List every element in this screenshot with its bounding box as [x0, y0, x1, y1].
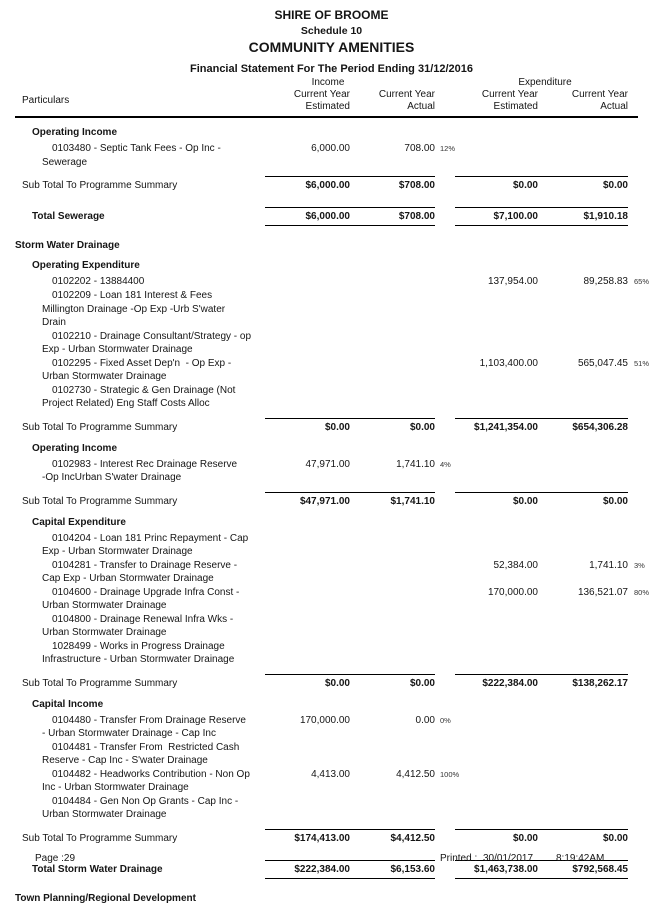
expenditure-percent-value [628, 795, 648, 822]
income-actual-value [350, 330, 435, 357]
account-description [15, 559, 265, 586]
account-description-line: Reserve - Cap Inc - S'water Drainage [42, 755, 208, 766]
account-description-line: Inc - Urban Stormwater Drainage [42, 782, 189, 793]
expenditure-estimated-total: $222,384.00 [482, 677, 538, 689]
account-description [15, 532, 265, 559]
expenditure-estimated-value [462, 714, 538, 741]
expenditure-amount-group [455, 492, 628, 508]
account-description-line: Urban Stormwater Drainage [42, 600, 167, 611]
account-row [15, 458, 648, 485]
income-amount-group [265, 492, 435, 508]
expenditure-percent-value [628, 384, 648, 411]
income-estimated-value [265, 795, 350, 822]
section-heading-label: Operating Income [32, 127, 118, 138]
section-heading-row [15, 699, 648, 710]
expenditure-actual-total: $0.00 [602, 495, 628, 507]
income-estimated-total: $222,384.00 [294, 863, 350, 875]
account-row [15, 289, 648, 330]
income-estimated-header-line1: Current Year [293, 89, 350, 100]
subtotal-row [15, 492, 648, 508]
expenditure-percent-value [628, 714, 648, 741]
section-heading-label: Town Planning/Regional Development [15, 892, 196, 904]
account-description-line: Project Related) Eng Staff Costs Alloc [42, 398, 210, 409]
income-estimated-total: $47,971.00 [299, 495, 350, 507]
report-body [15, 127, 648, 904]
income-actual-total: $1,741.10 [390, 495, 435, 507]
section-heading-label: Operating Income [32, 442, 118, 454]
income-estimated-value: 6,000.00 [311, 143, 350, 154]
account-row [15, 357, 648, 384]
income-amount-group [265, 674, 435, 690]
account-description-line: 1028499 - Works in Progress Drainage [52, 640, 225, 652]
account-description-line: 0104484 - Gen Non Op Grants - Cap Inc - [52, 795, 239, 807]
income-percent-value [435, 586, 462, 613]
printed-date: 30/01/2017 [483, 853, 534, 864]
section-heading-label: Operating Expenditure [32, 260, 140, 271]
income-actual-value [350, 275, 435, 289]
expenditure-amount-group [455, 418, 628, 434]
income-actual-value: 0.00 [415, 714, 435, 726]
expenditure-estimated-total: $0.00 [512, 495, 538, 507]
expenditure-estimated-value [462, 768, 538, 795]
expenditure-estimated-value [462, 741, 538, 768]
income-estimated-value [265, 357, 350, 384]
income-percent-value [435, 289, 462, 330]
account-description-line: 0102209 - Loan 181 Interest & Fees [52, 290, 213, 301]
income-actual-total: $708.00 [398, 211, 435, 222]
expenditure-actual-value [538, 768, 628, 795]
expenditure-estimated-value [462, 289, 538, 330]
account-row [15, 532, 648, 559]
expenditure-actual-value [538, 714, 628, 741]
subtotal-label: Sub Total To Programme Summary [22, 832, 178, 844]
expenditure-percent-value: 3% [634, 560, 645, 570]
account-description-line: - Urban Stormwater Drainage - Cap Inc [42, 728, 216, 739]
account-description-line: Urban Stormwater Drainage [42, 371, 167, 382]
income-estimated-value [265, 559, 350, 586]
subtotal-row [15, 418, 648, 434]
expenditure-amount-group [455, 207, 628, 226]
printed-label: Printed : [440, 853, 478, 864]
expenditure-actual-total: $654,306.28 [572, 421, 628, 433]
section-heading-row [15, 127, 648, 138]
income-estimated-total: $0.00 [324, 677, 350, 689]
expenditure-estimated-total: $1,241,354.00 [474, 421, 538, 433]
expenditure-percent-value [628, 289, 648, 330]
organisation-name: SHIRE OF BROOME [274, 8, 389, 22]
account-description [15, 795, 265, 822]
account-row [15, 613, 648, 640]
account-row [15, 275, 648, 289]
income-actual-header-line1: Current Year [378, 89, 435, 100]
income-estimated-value [265, 532, 350, 559]
expenditure-actual-value [538, 384, 628, 411]
income-actual-total: $4,412.50 [390, 832, 435, 844]
statement-title: Financial Statement For The Period Ending 31/12/2016 [189, 63, 474, 75]
account-row [15, 741, 648, 768]
subtotal-row [15, 176, 648, 192]
expenditure-percent-value [628, 741, 648, 768]
account-description [15, 714, 265, 741]
income-percent-value: 0% [440, 715, 451, 725]
account-description-line: 0104600 - Drainage Upgrade Infra Const - [52, 586, 240, 598]
income-estimated-value [265, 640, 350, 667]
income-actual-total: $0.00 [409, 677, 435, 689]
account-row [15, 640, 648, 667]
account-row [15, 330, 648, 357]
account-description-line: Exp - Urban Stormwater Drainage [42, 344, 193, 355]
account-row [15, 384, 648, 411]
expenditure-estimated-value [462, 640, 538, 667]
income-actual-value [350, 795, 435, 822]
expenditure-estimated-value: 1,103,400.00 [479, 357, 538, 369]
account-description-line: 0104204 - Loan 181 Princ Repayment - Cap [52, 532, 249, 544]
account-row [15, 768, 648, 795]
account-description [15, 586, 265, 613]
total-row [15, 860, 648, 879]
expenditure-percent-value [628, 640, 648, 667]
income-actual-value [350, 613, 435, 640]
income-actual-total: $0.00 [409, 421, 435, 433]
expenditure-estimated-value [462, 458, 538, 485]
income-estimated-total: $6,000.00 [305, 211, 350, 222]
subtotal-label: Sub Total To Programme Summary [22, 180, 178, 191]
income-amount-group [265, 207, 435, 226]
income-percent-value [435, 357, 462, 384]
income-percent-value [435, 795, 462, 822]
expenditure-actual-value: 565,047.45 [577, 357, 628, 369]
account-description [15, 357, 265, 384]
account-description-line: 0104480 - Transfer From Drainage Reserve [52, 714, 246, 726]
section-heading-row [15, 443, 648, 454]
account-description [15, 384, 265, 411]
account-description [15, 289, 265, 330]
expenditure-estimated-value [462, 142, 538, 169]
income-percent-value: 12% [440, 144, 456, 153]
income-percent-value [435, 275, 462, 289]
income-actual-value: 4,412.50 [396, 768, 435, 780]
report-header [15, 8, 648, 75]
expenditure-estimated-header-line1: Current Year [481, 89, 538, 100]
expenditure-actual-header-line2: Actual [600, 101, 628, 112]
account-description-line: 0102983 - Interest Rec Drainage Reserve [52, 458, 238, 470]
income-estimated-value: 4,413.00 [311, 768, 350, 780]
income-actual-total: $708.00 [398, 180, 435, 191]
expenditure-actual-value [538, 613, 628, 640]
income-actual-value [350, 741, 435, 768]
expenditure-actual-total: $0.00 [602, 832, 628, 844]
expenditure-actual-value [538, 330, 628, 357]
expenditure-actual-value: 89,258.83 [583, 276, 628, 287]
income-actual-value: 708.00 [404, 143, 435, 154]
subtotal-row [15, 674, 648, 690]
income-actual-value [350, 384, 435, 411]
section-heading-label: Capital Expenditure [32, 516, 126, 528]
expenditure-amount-group [455, 674, 628, 690]
income-actual-value: 1,741.10 [396, 458, 435, 470]
account-description-line: 0102730 - Strategic & Gen Drainage (Not [52, 384, 236, 396]
account-description-line: 0104482 - Headworks Contribution - Non Op [52, 768, 250, 780]
expenditure-estimated-value [462, 532, 538, 559]
expenditure-amount-group [455, 176, 628, 192]
account-description [15, 640, 265, 667]
subtotal-label: Sub Total To Programme Summary [22, 677, 178, 689]
income-percent-value [435, 559, 462, 586]
expenditure-actual-value [538, 142, 628, 169]
account-row [15, 795, 648, 822]
account-description [15, 275, 265, 289]
printed-time: 8:19:42AM [556, 853, 605, 864]
expenditure-estimated-value: 170,000.00 [487, 586, 538, 598]
expenditure-actual-header-line1: Current Year [571, 89, 628, 100]
account-description-line: Infrastructure - Urban Stormwater Drainage [42, 654, 235, 665]
income-estimated-total: $0.00 [324, 421, 350, 433]
income-actual-header-line2: Actual [407, 101, 435, 112]
account-description-line: Exp - Urban Stormwater Drainage [42, 546, 193, 557]
income-amount-group [265, 418, 435, 434]
expenditure-actual-value [538, 795, 628, 822]
section-heading-label: Storm Water Drainage [15, 240, 120, 251]
account-description-line: 0102210 - Drainage Consultant/Strategy - op [52, 330, 252, 342]
income-estimated-value [265, 330, 350, 357]
income-actual-value [350, 586, 435, 613]
income-amount-group [265, 860, 435, 879]
account-description-line: Sewerage [42, 156, 88, 168]
account-description [15, 768, 265, 795]
section-heading-label: Capital Income [32, 698, 104, 710]
expenditure-percent-value [628, 458, 648, 485]
expenditure-actual-value [538, 640, 628, 667]
account-description-line: Urban Stormwater Drainage [42, 627, 167, 638]
subtotal-label: Sub Total To Programme Summary [22, 421, 178, 433]
section-heading-row [15, 240, 648, 251]
income-actual-value [350, 640, 435, 667]
income-estimated-value [265, 586, 350, 613]
account-description [15, 613, 265, 640]
expenditure-actual-value: 1,741.10 [589, 559, 628, 571]
column-headers [15, 77, 648, 113]
income-estimated-value [265, 275, 350, 289]
income-estimated-value [265, 741, 350, 768]
expenditure-estimated-value: 52,384.00 [493, 559, 538, 571]
account-description-line: Cap Exp - Urban Stormwater Drainage [42, 573, 214, 584]
expenditure-percent-value [628, 142, 648, 169]
account-description-line: 0102295 - Fixed Asset Dep'n - Op Exp - [52, 357, 232, 369]
account-description-line: 0102202 - 13884400 [52, 276, 145, 287]
expenditure-estimated-value [462, 795, 538, 822]
income-percent-value: 4% [440, 459, 451, 469]
expenditure-percent-value [628, 613, 648, 640]
account-description-line: 0103480 - Septic Tank Fees - Op Inc - [52, 143, 221, 154]
account-row [15, 714, 648, 741]
income-percent-value [435, 741, 462, 768]
account-row [15, 586, 648, 613]
account-description [15, 330, 265, 357]
income-actual-value [350, 289, 435, 330]
income-percent-value [435, 532, 462, 559]
expenditure-estimated-value: 137,954.00 [487, 276, 538, 287]
income-estimated-value: 170,000.00 [299, 714, 350, 726]
section-heading-row [15, 260, 648, 271]
account-description-line: -Op IncUrban S'water Drainage [42, 472, 182, 483]
income-estimated-header-line2: Estimated [305, 101, 350, 112]
expenditure-actual-total: $0.00 [602, 180, 628, 191]
expenditure-percent-value [628, 330, 648, 357]
expenditure-actual-value [538, 532, 628, 559]
income-estimated-value [265, 384, 350, 411]
income-percent-value [435, 640, 462, 667]
income-actual-value [350, 357, 435, 384]
account-description-line: 0104800 - Drainage Renewal Infra Wks - [52, 613, 234, 625]
program-title: COMMUNITY AMENITIES [248, 39, 415, 55]
schedule-label: Schedule 10 [300, 25, 363, 37]
particulars-header: Particulars [22, 95, 70, 106]
subtotal-row [15, 829, 648, 845]
total-row [15, 207, 648, 226]
total-label: Total Storm Water Drainage [32, 863, 163, 875]
expenditure-actual-value [538, 289, 628, 330]
expenditure-estimated-total: $1,463,738.00 [474, 863, 538, 875]
account-description [15, 458, 265, 485]
account-description-line: 0104281 - Transfer to Drainage Reserve - [52, 559, 238, 571]
account-description [15, 741, 265, 768]
income-group-header: Income [311, 77, 345, 88]
expenditure-percent-value [628, 532, 648, 559]
account-description-line: Drain [42, 317, 66, 328]
income-estimated-value [265, 613, 350, 640]
expenditure-actual-value [538, 741, 628, 768]
expenditure-estimated-value [462, 384, 538, 411]
account-description [15, 142, 265, 169]
expenditure-actual-total: $1,910.18 [583, 211, 628, 222]
expenditure-percent-value: 80% [634, 587, 650, 597]
income-estimated-total: $174,413.00 [294, 832, 350, 844]
income-estimated-value [265, 289, 350, 330]
expenditure-actual-total: $138,262.17 [572, 677, 628, 689]
expenditure-percent-value [628, 768, 648, 795]
expenditure-actual-total: $792,568.45 [572, 863, 628, 875]
account-description-line: Urban Stormwater Drainage [42, 809, 167, 820]
account-row [15, 142, 648, 169]
account-description-line: 0104481 - Transfer From Restricted Cash [52, 741, 240, 753]
account-description-line: Millington Drainage -Op Exp -Urb S'water [42, 303, 226, 315]
page-number: Page :29 [35, 853, 76, 864]
expenditure-percent-value: 65% [634, 277, 650, 286]
income-amount-group [265, 829, 435, 845]
expenditure-actual-value: 136,521.07 [577, 586, 628, 598]
income-actual-value [350, 559, 435, 586]
income-percent-value [435, 330, 462, 357]
income-actual-total: $6,153.60 [390, 863, 435, 875]
total-label: Total Sewerage [32, 211, 105, 222]
expenditure-group-header: Expenditure [518, 77, 572, 88]
section-heading-row [15, 893, 648, 904]
income-estimated-value: 47,971.00 [305, 458, 350, 470]
expenditure-estimated-value [462, 330, 538, 357]
expenditure-actual-value [538, 458, 628, 485]
expenditure-estimated-value [462, 613, 538, 640]
income-actual-value [350, 532, 435, 559]
account-row [15, 559, 648, 586]
income-estimated-total: $6,000.00 [305, 180, 350, 191]
expenditure-estimated-total: $7,100.00 [493, 211, 538, 222]
expenditure-percent-value: 51% [634, 358, 650, 368]
expenditure-amount-group [455, 829, 628, 845]
section-heading-row [15, 517, 648, 528]
income-percent-value: 100% [440, 769, 460, 779]
expenditure-estimated-total: $0.00 [512, 180, 538, 191]
subtotal-label: Sub Total To Programme Summary [22, 495, 178, 507]
header-rule [15, 116, 638, 118]
expenditure-estimated-header-line2: Estimated [493, 101, 538, 112]
income-percent-value [435, 613, 462, 640]
expenditure-estimated-total: $0.00 [512, 832, 538, 844]
income-amount-group [265, 176, 435, 192]
income-percent-value [435, 384, 462, 411]
